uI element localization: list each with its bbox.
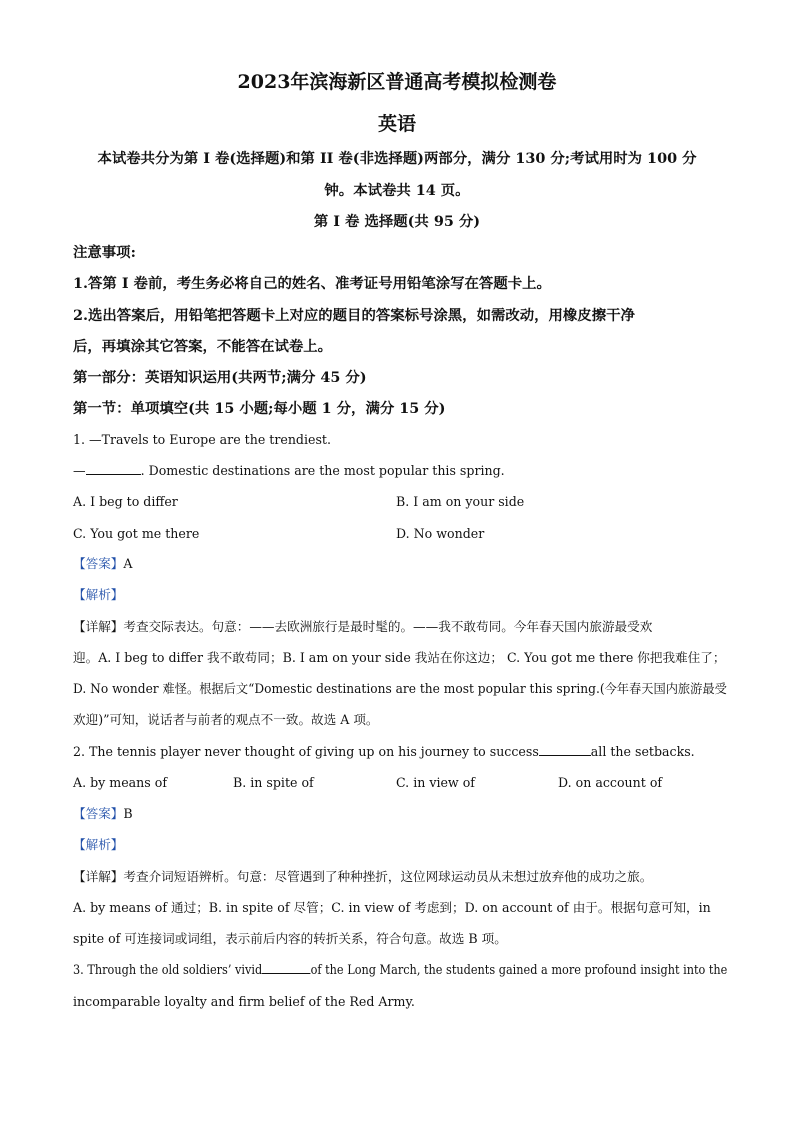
notes-item-1: 1.答第 I 卷前，考生务必将自己的姓名、准考证号用铅笔涂写在答题卡上。 bbox=[73, 275, 551, 292]
q2-analysis-tag: 【解析】 bbox=[73, 837, 124, 852]
q3-stem-line-2: incomparable loyalty and firm belief of the Red Army. bbox=[73, 994, 415, 1009]
q1-answer bbox=[73, 558, 132, 571]
q1-blank bbox=[86, 474, 141, 475]
q1-analysis-tag: 【解析】 bbox=[73, 587, 124, 602]
notes-item-2-line-1: 2.选出答案后，用铅笔把答题卡上对应的题目的答案标号涂黑，如需改动，用橡皮擦干净 bbox=[73, 307, 635, 324]
q3-stem-line-1 bbox=[73, 964, 727, 977]
q2-option-d: D. on account of bbox=[558, 775, 663, 790]
q3-stem-start: 3. Through the old soldiers’ vivid bbox=[73, 962, 263, 977]
q2-stem-end: all the setbacks. bbox=[590, 744, 695, 759]
q2-detail-line-1 bbox=[73, 871, 652, 884]
q1-answer-tag: 【答案】 bbox=[73, 556, 124, 571]
q2-detail-tag: 【详解】 bbox=[73, 869, 124, 884]
q2-option-c: C. in view of bbox=[396, 775, 475, 790]
q1-detail-line-3: D. No wonder 难怪。根据后文“Domestic destinations are the most popular this spring.(今年春天国内旅游最受 bbox=[73, 681, 727, 696]
q1-answer-value: A bbox=[123, 556, 133, 571]
q1-stem-line-2 bbox=[73, 465, 505, 478]
intro-line-1: 本试卷共分为第 I 卷(选择题)和第 II 卷(非选择题)两部分，满分 130 分;考试用时为 100 分 bbox=[97, 150, 697, 167]
part1-title: 第 I 卷 选择题(共 95 分) bbox=[313, 213, 481, 230]
section-1-heading: 第一部分：英语知识运用(共两节;满分 45 分) bbox=[73, 369, 367, 386]
q2-option-a: A. by means of bbox=[73, 775, 168, 790]
q1-detail-line-4: 欢迎)”可知，说话者与前者的观点不一致。故选 A 项。 bbox=[73, 712, 379, 727]
exam-title: 2023年滨海新区普通高考模拟检测卷 bbox=[237, 71, 557, 93]
subject-title: 英语 bbox=[377, 113, 416, 135]
q1-stem-line-1: 1. —Travels to Europe are the trendiest. bbox=[73, 432, 331, 447]
q2-answer-value: B bbox=[123, 806, 133, 821]
q2-answer bbox=[73, 808, 133, 821]
q2-detail-text-1: 考查介词短语辨析。句意：尽管遇到了种种挫折，这位网球运动员从未想过放弃他的成功之旅。 bbox=[123, 869, 653, 884]
q1-dash: — bbox=[73, 463, 86, 478]
q1-option-b: B. I am on your side bbox=[396, 494, 525, 509]
q3-stem-end: of the Long March, the students gained a more profound insight into the bbox=[310, 962, 728, 977]
q2-answer-tag: 【答案】 bbox=[73, 806, 124, 821]
q1-option-d: D. No wonder bbox=[396, 526, 485, 541]
q2-detail-line-2: A. by means of 通过；B. in spite of 尽管；C. in view of 考虑到；D. on account of 由于。根据句意可知，in bbox=[73, 900, 711, 915]
q2-option-b: B. in spite of bbox=[233, 775, 314, 790]
q2-detail-line-3: spite of 可连接词或词组，表示前后内容的转折关系，符合句意。故选 B 项。 bbox=[73, 931, 507, 946]
q2-stem-start: 2. The tennis player never thought of giving up on his journey to success bbox=[73, 744, 539, 759]
intro-line-2: 钟。本试卷共 14 页。 bbox=[324, 182, 470, 199]
q1-option-a: A. I beg to differ bbox=[73, 494, 178, 509]
q1-detail-line-2: 迎。A. I beg to differ 我不敢苟同；B. I am on your side 我站在你这边； C. You got me there 你把我难住了； bbox=[73, 650, 726, 665]
q3-blank bbox=[262, 973, 310, 974]
subsection-1-heading: 第一节：单项填空(共 15 小题;每小题 1 分，满分 15 分) bbox=[73, 400, 446, 417]
q1-detail-text-1: 考查交际表达。句意：——去欧洲旅行是最时髦的。——我不敢苟同。今年春天国内旅游最受欢 bbox=[123, 619, 653, 634]
q1-option-c: C. You got me there bbox=[73, 526, 200, 541]
q2-blank bbox=[539, 755, 591, 756]
notes-heading: 注意事项: bbox=[73, 244, 136, 261]
q2-stem bbox=[73, 746, 695, 759]
q1-detail-line-1 bbox=[73, 621, 652, 634]
q1-detail-tag: 【详解】 bbox=[73, 619, 124, 634]
q1-stem-rest: . Domestic destinations are the most popular this spring. bbox=[140, 463, 505, 478]
notes-item-2-line-2: 后，再填涂其它答案，不能答在试卷上。 bbox=[73, 338, 333, 355]
